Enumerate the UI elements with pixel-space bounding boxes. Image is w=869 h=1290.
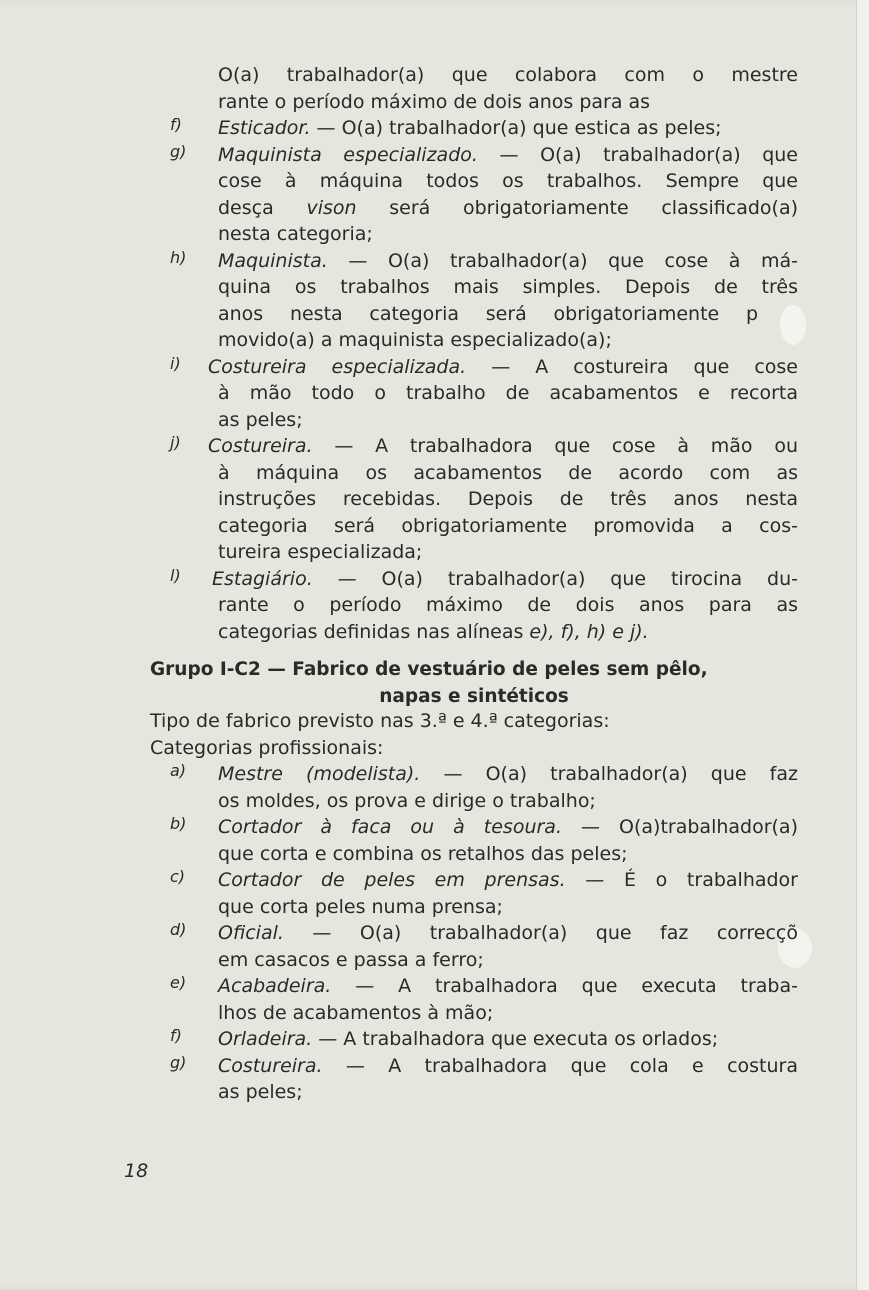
item-label: b) [170, 814, 187, 833]
text-line [150, 115, 798, 142]
item-label: e) [170, 973, 187, 992]
list-item-f [150, 115, 798, 142]
text-line: rante o período máximo de dois anos para as [218, 594, 798, 616]
item-title: Maquinista especializado. [218, 143, 478, 166]
list-item-i [150, 354, 798, 434]
text-line: cose à máquina todos os trabalhos. Sempre que [218, 170, 798, 192]
text-line: quina os trabalhos mais simples. Depois de três [218, 276, 798, 298]
text-line: em casacos e passa a ferro; [218, 948, 484, 971]
fabrico-type: Tipo de fabrico previsto nas 3.ª e 4.ª categorias: [150, 710, 610, 732]
text-line [150, 142, 798, 169]
item-label: i) [170, 353, 181, 373]
item-title: Mestre (modelista). [218, 763, 421, 785]
item-text: — O(a) trabalhador(a) que faz [420, 763, 798, 785]
text-line: à mão todo o trabalho de acabamentos e recorta [218, 382, 798, 404]
item-label: f) [170, 115, 182, 134]
item-text: — O(a) trabalhador(a) que tirocina du- [312, 567, 798, 590]
text-span: será obrigatoriamente classificado(a) [356, 196, 799, 219]
list-item-b [150, 814, 798, 867]
list-item-f2 [150, 1026, 798, 1053]
item-title: Esticador. [218, 117, 311, 139]
list-item-e [150, 973, 798, 1026]
item-label: a) [170, 761, 187, 780]
item-title: Acabadeira. [218, 975, 332, 997]
text-line: tureira especializada; [218, 541, 423, 563]
item-label: h) [170, 247, 187, 267]
item-text: — O(a) trabalhador(a) que estica as peles; [310, 117, 722, 139]
item-text: — O(a) trabalhador(a) que faz correcçõ [283, 922, 798, 944]
text-line [150, 619, 798, 646]
text-line: anos nesta categoria será obrigatoriamente p [218, 302, 758, 325]
text-span: desça [218, 196, 307, 219]
text-line [150, 195, 798, 222]
emphasis-vison: vison [306, 196, 357, 219]
item-title: Costureira especializada. [208, 355, 467, 378]
item-title: Cortador de peles em prensas. [218, 869, 566, 891]
text-line: que corta e combina os retalhos das peles; [218, 842, 628, 865]
item-text: — A trabalhadora que executa traba- [331, 975, 798, 997]
item-title: Estagiário. [212, 567, 313, 590]
text-line [150, 354, 798, 381]
item-references: e), f), h) e j). [529, 620, 649, 643]
list-item-g [150, 142, 798, 248]
text-line: as peles; [218, 1081, 303, 1103]
text-line [150, 248, 798, 275]
item-title: Maquinista. [218, 249, 328, 272]
text-line [150, 920, 798, 947]
spacer [150, 645, 798, 655]
item-text: — O(a) trabalhador(a) que cose à má- [327, 249, 798, 272]
text-line: instruções recebidas. Depois de três anos nesta [218, 488, 798, 510]
item-title: Cortador à faca ou à tesoura. [218, 816, 562, 838]
text-line [150, 566, 798, 593]
item-text: — O(a)trabalhador(a) [561, 816, 798, 838]
text-line [150, 1026, 798, 1053]
list-item-l [150, 566, 798, 646]
text-line [150, 814, 798, 841]
item-text: — A trabalhadora que cose à mão ou [312, 435, 798, 457]
list-item-d [150, 920, 798, 973]
text-line [150, 867, 798, 894]
text-line: O(a) trabalhador(a) que colabora com o mestre [218, 64, 798, 86]
list-item-h [150, 248, 798, 354]
document-body [150, 62, 798, 1106]
group-heading-continued: napas e sintéticos [379, 685, 569, 707]
item-label: c) [170, 867, 186, 886]
page-number: 18 [124, 1160, 149, 1182]
text-line: movido(a) a maquinista especializado(a); [218, 329, 612, 351]
item-label: d) [170, 920, 187, 939]
item-text: — É o trabalhador [565, 869, 798, 891]
item-title: Orladeira. [218, 1028, 313, 1050]
text-line: à máquina os acabamentos de acordo com as [218, 461, 798, 484]
text-line: as peles; [218, 408, 303, 431]
text-line: categoria será obrigatoriamente promovida a cos- [218, 514, 798, 537]
item-text: — O(a) trabalhador(a) que [477, 143, 798, 166]
item-text: — A trabalhadora que executa os orlados; [312, 1028, 719, 1050]
group-heading: Grupo I-C2 — Fabrico de vestuário de peles sem pêlo, [150, 659, 708, 680]
text-line: que corta peles numa prensa; [218, 895, 503, 918]
text-line [150, 761, 798, 788]
item-title: Oficial. [218, 922, 284, 944]
item-label: g) [170, 141, 187, 161]
text-line: nesta categoria; [218, 223, 373, 245]
list-item-c [150, 867, 798, 920]
text-line [150, 973, 798, 1000]
item-text: — A costureira que cose [466, 355, 798, 378]
categories-heading: Categorias profissionais: [150, 736, 384, 759]
item-label: f) [170, 1026, 182, 1045]
item-label: l) [170, 565, 181, 585]
text-span: categorias definidas nas alíneas [218, 620, 530, 643]
list-item-g2 [150, 1053, 798, 1106]
text-line: lhos de acabamentos à mão; [218, 1001, 494, 1024]
text-line [150, 1053, 798, 1080]
item-title: Costureira. [218, 1054, 323, 1077]
text-line [150, 433, 798, 460]
item-label: j) [170, 433, 181, 452]
item-label: g) [170, 1052, 187, 1072]
item-text: — A trabalhadora que cola e costura [322, 1054, 798, 1077]
text-line: os moldes, os prova e dirige o trabalho; [218, 789, 596, 812]
text-line: rante o período máximo de dois anos para as [218, 90, 651, 113]
list-item-a [150, 761, 798, 814]
item-title: Costureira. [208, 435, 313, 457]
page-edge [856, 0, 869, 1290]
list-item-j [150, 433, 798, 566]
